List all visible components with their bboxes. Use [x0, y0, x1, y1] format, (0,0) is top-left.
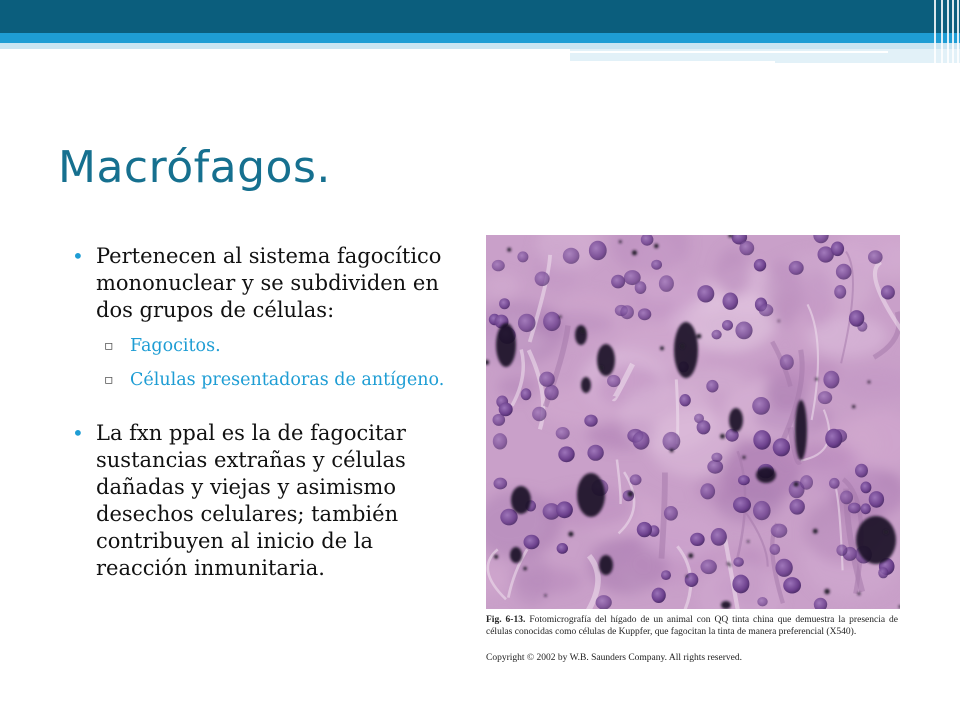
- bullet-text: Pertenecen al sistema fagocítico mononuclear y se subdividen en dos grupos de células:: [96, 244, 442, 322]
- bullet-text: La fxn ppal es la de fagocitar sustancias extrañas y células dañadas y viejas y asimismo desechos celulares; también contribuyen al inicio de la reacción inmunitaria.: [96, 421, 406, 580]
- figure: [480, 233, 900, 663]
- header-line: [570, 51, 888, 53]
- header-stripes: [932, 0, 960, 66]
- bullet-item: [70, 243, 455, 420]
- figure-caption-text: Fotomicrografía del hígado de un animal con QQ tinta china que demuestra la presencia de células conocidas como células de Kuppfer, que fagocitan la tinta de manera preferencial (X540).: [486, 615, 899, 637]
- sub-bullet-item: ▫ Células presentadoras de antígeno.: [96, 368, 455, 392]
- figure-caption: [486, 614, 898, 638]
- header-band-blue: [0, 33, 960, 43]
- slide-title: Macrófagos.: [58, 142, 331, 193]
- liver-micrograph-image: [486, 235, 900, 609]
- figure-label: Fig. 6-13.: [486, 615, 526, 625]
- sub-bullet-list: [96, 334, 455, 392]
- bullet-list: [70, 243, 455, 582]
- header-band-dark: [0, 0, 960, 33]
- figure-copyright: Copyright © 2002 by W.B. Saunders Company. All rights reserved.: [486, 653, 742, 663]
- header-line: [570, 61, 775, 63]
- sub-bullet-item: ▫ Fagocitos.: [96, 334, 455, 358]
- bullet-item: [70, 420, 455, 582]
